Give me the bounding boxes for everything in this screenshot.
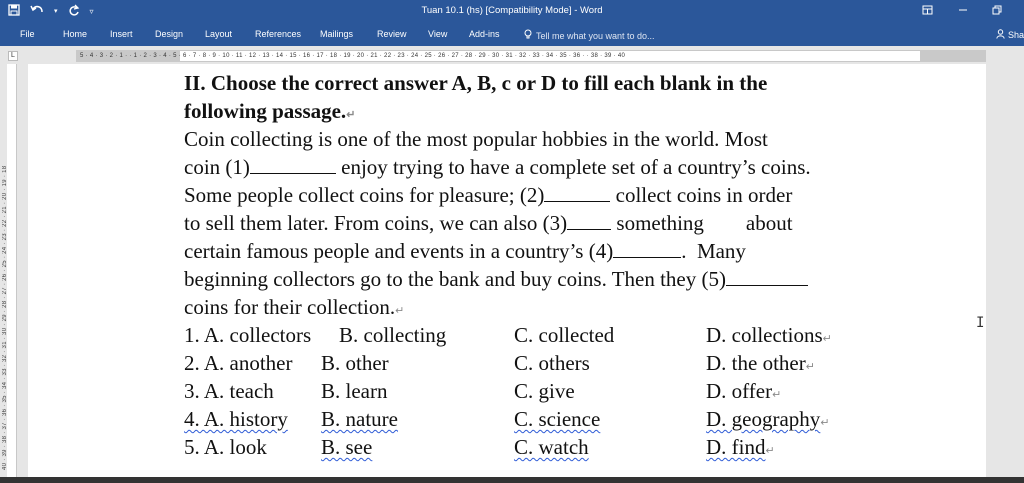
customize-qat-icon[interactable]: ▿	[89, 7, 94, 16]
passage-line-4	[184, 210, 793, 236]
option-d-text: D. geography	[706, 407, 821, 431]
tab-design[interactable]: Design	[155, 29, 184, 39]
paragraph-mark: ↵	[772, 389, 782, 401]
option-d	[706, 406, 830, 436]
passage-text: collect coins in order	[610, 183, 793, 207]
window-title: Tuan 10.1 (hs) [Compatibility Mode] - Word	[421, 5, 603, 16]
passage-line-7	[184, 294, 404, 324]
blank-5[interactable]	[726, 268, 808, 286]
passage-line-6	[184, 266, 808, 292]
option-c: C. others	[514, 351, 590, 375]
tab-add-ins[interactable]: Add-ins	[469, 29, 500, 39]
ribbon-tabs	[0, 24, 1024, 46]
option-d	[706, 350, 815, 380]
option-d-text: D. offer	[706, 379, 773, 403]
option-d	[706, 378, 781, 408]
tab-home[interactable]: Home	[63, 29, 88, 39]
paragraph-mark: ↵	[395, 305, 405, 317]
option-c: C. science	[514, 407, 601, 431]
option-a: 2. A. another	[184, 351, 293, 375]
option-d	[706, 322, 832, 352]
vertical-ruler[interactable]	[7, 64, 17, 483]
passage-line-3	[184, 182, 792, 208]
tab-layout[interactable]: Layout	[205, 29, 233, 39]
option-d-text: D. collections	[706, 323, 823, 347]
option-c: C. collected	[514, 323, 615, 347]
passage-text: to sell them later. From coins, we can also (3)	[184, 211, 568, 235]
passage-text: . Many	[681, 239, 746, 263]
option-b: B. nature	[321, 407, 398, 431]
option-d-text: D. find	[706, 435, 766, 459]
person-icon	[996, 29, 1005, 41]
lightbulb-icon	[524, 29, 532, 42]
blank-4[interactable]	[613, 240, 681, 258]
ribbon-display-options-icon[interactable]	[916, 3, 938, 21]
tab-insert[interactable]: Insert	[110, 29, 133, 39]
ruler-numbers: 5 · 4 · 3 · 2 · 1 · · 1 · 2 · 3 · 4 · 5 · 6 · 7 · 8 · 9 · 10 · 11 · 12 · 13 · 14 · 15 · 16 · 17 · 18 · 19 · 20 · 21 · 22 · 23 · 24 · 25 · 26 · 27 · 28 · 29 · 30 · 31 · 32 · 33 · 34 · 35 · 36 · · 38 · 39 · 40	[80, 53, 626, 59]
option-d	[706, 434, 775, 464]
option-b: B. other	[321, 351, 389, 375]
option-a: 5. A. look	[184, 435, 267, 459]
passage-text: something about	[611, 211, 793, 235]
tab-review[interactable]: Review	[377, 29, 407, 39]
tab-mailings[interactable]: Mailings	[320, 29, 354, 39]
paragraph-mark: ↵	[820, 417, 830, 429]
restore-icon[interactable]	[986, 3, 1008, 21]
tell-me-box[interactable]	[524, 29, 655, 42]
option-b: B. learn	[321, 379, 388, 403]
option-a: 3. A. teach	[184, 379, 274, 403]
option-c: C. watch	[514, 435, 589, 459]
heading-text: following passage.	[184, 99, 347, 123]
blank-1[interactable]	[250, 156, 336, 174]
passage-text: enjoy trying to have a complete set of a country’s coins.	[335, 155, 811, 179]
passage-text: certain famous people and events in a country’s (4)	[184, 239, 614, 263]
passage-line-5	[184, 238, 746, 264]
tab-selector-icon[interactable]: L	[8, 51, 18, 61]
blank-2[interactable]	[544, 184, 610, 202]
undo-dropdown-icon[interactable]: ▾	[54, 8, 58, 15]
heading-line-1: II. Choose the correct answer A, B, c or D to fill each blank in the	[184, 71, 768, 95]
tell-me-placeholder: Tell me what you want to do...	[536, 30, 655, 41]
vertical-ruler-numbers: 40 · 39 · 38 · 37 · 36 · 35 · 34 · 33 · 32 · 31 · 30 · 29 · 28 · 27 · 26 · 25 · 24 · 23 · 22 · 21 · 20 · 19 · 18	[2, 165, 8, 470]
title-bar	[0, 0, 1024, 24]
paragraph-mark: ↵	[805, 361, 815, 373]
passage-text: beginning collectors go to the bank and buy coins. Then they (5)	[184, 267, 726, 291]
paragraph-mark: ↵	[765, 445, 775, 457]
share-button[interactable]	[996, 29, 1024, 41]
tab-references[interactable]: References	[255, 29, 302, 39]
blank-3[interactable]	[567, 212, 611, 230]
passage-text: coin (1)	[184, 155, 250, 179]
option-b: B. see	[321, 435, 373, 459]
minimize-icon[interactable]	[952, 3, 974, 21]
tab-file[interactable]: File	[20, 29, 35, 39]
bottom-edge	[0, 477, 1024, 483]
passage-line-2	[184, 154, 811, 180]
tab-view[interactable]: View	[428, 29, 448, 39]
option-c: C. give	[514, 379, 575, 403]
passage-text: Some people collect coins for pleasure; (2)	[184, 183, 545, 207]
option-b: B. collecting	[339, 323, 447, 347]
passage-line-1: Coin collecting is one of the most popular hobbies in the world. Most	[184, 127, 768, 151]
heading-line-2	[184, 98, 355, 128]
share-label: Sha	[1008, 30, 1024, 40]
paragraph-mark: ↵	[346, 109, 356, 121]
paragraph-mark: ↵	[822, 333, 832, 345]
option-a: 1. A. collectors	[184, 323, 312, 347]
passage-text: coins for their collection.	[184, 295, 396, 319]
text-cursor-icon: I	[976, 315, 985, 331]
option-a: 4. A. history	[184, 407, 288, 431]
option-d-text: D. the other	[706, 351, 806, 375]
